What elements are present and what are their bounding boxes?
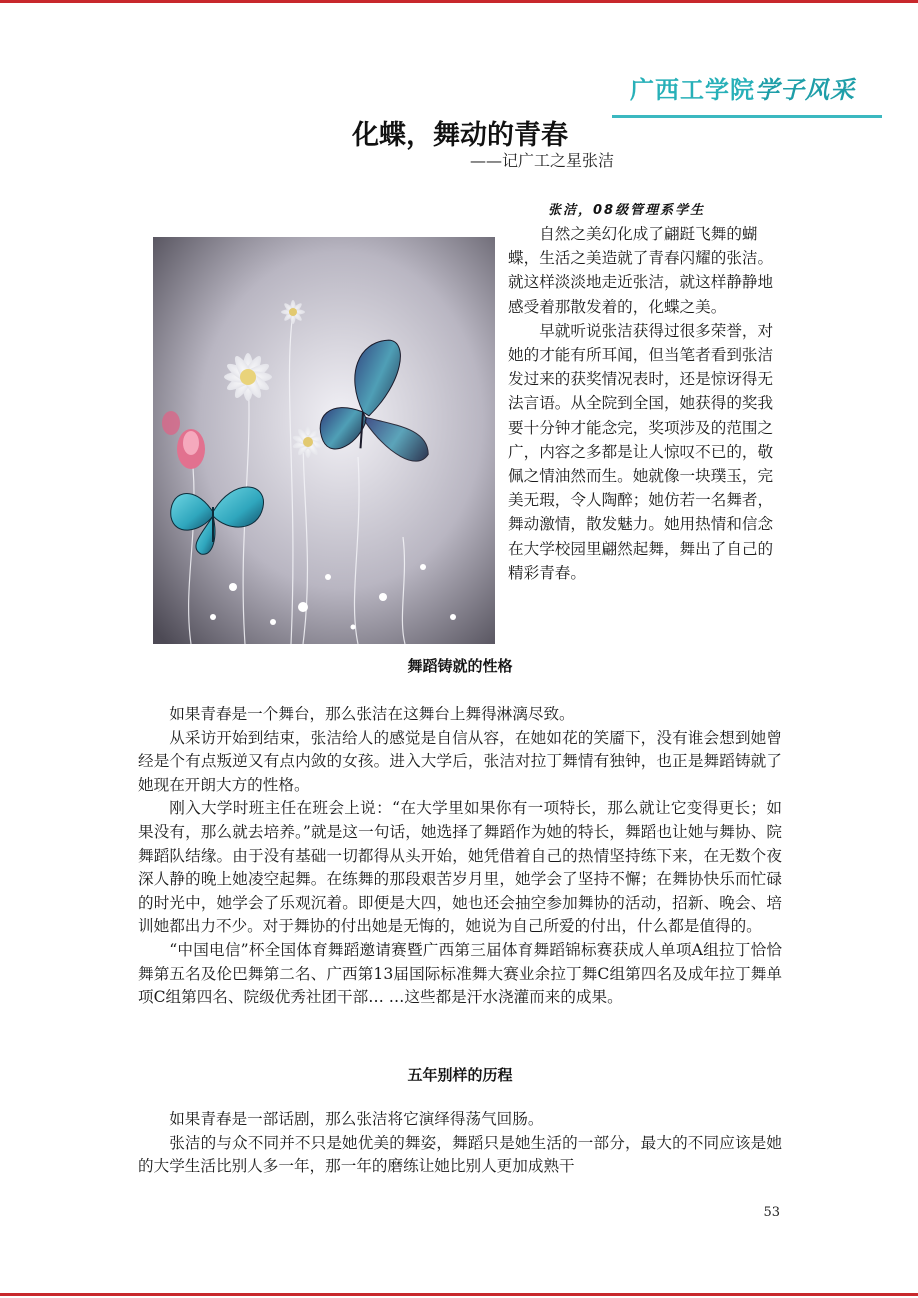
article-byline: 张洁，08级管理系学生 (548, 203, 706, 218)
body-paragraph: 如果青春是一个舞台，那么张洁在这舞台上舞得淋漓尽致。 (169, 705, 575, 723)
intro-paragraph: 早就听说张洁获得过很多荣誉，对她的才能有所耳闻，但当笔者看到张洁发过来的获奖情况表时，还是惊讶得无法言语。从全院到全国，她获得的奖我要十分钟才能念完，奖项涉及的范围之广，内容之多都是让人惊叹不已的，敬佩之情油然而生。她就像一块璞玉，完美无瑕，令人陶醉；她仿若一名舞者，舞动激情，散发魅力。她用热情和信念在大学校园里翩然起舞，舞出了自己的精彩青春。 (508, 321, 774, 582)
body-paragraph: 刚入大学时班主任在班会上说：“在大学里如果你有一项特长，那么就让它变得更长；如果没有，那么就去培养。”就是这一句话，她选择了舞蹈作为她的特长，舞蹈也让她与舞协、院舞蹈队结缘。由于没有基础一切都得从头开始，她凭借着自己的热情坚持练下来，在无数个夜深人静的晚上她凌空起舞。在练舞的那段艰苦岁月里，她学会了坚持不懈；在舞协快乐而忙碌的时光中，她学会了乐观沉着。即便是大四，她也还会抽空参加舞协的活动，招新、晚会、培训她都出力不少。对于舞协的付出她是无悔的，她说为自己所爱的付出，什么都是值得的。 (138, 799, 782, 936)
section-body-character (138, 703, 782, 1010)
masthead-rule (612, 115, 882, 118)
masthead (630, 70, 880, 110)
section-heading-journey: 五年别样的历程 (407, 1066, 513, 1084)
body-paragraph: “中国电信”杯全国体育舞蹈邀请赛暨广西第三届体育舞蹈锦标赛获成人单项A组拉丁恰恰舞第五名及伦巴舞第二名、广西第13届国际标准舞大赛业余拉丁舞C组第四名及成年拉丁舞单项C组第四名、院级优秀社团干部… …这些都是汗水浇灌而来的成果。 (138, 940, 782, 1007)
body-paragraph: 张洁的与众不同并不只是她优美的舞姿，舞蹈只是她生活的一部分，最大的不同应该是她的大学生活比别人多一年，那一年的磨练让她比别人更加成熟干 (138, 1133, 782, 1176)
masthead-column: 学子风采 (755, 76, 855, 104)
bottom-border (0, 1293, 918, 1296)
masthead-school: 广西工学院 (630, 76, 755, 104)
intro-paragraph: 自然之美幻化成了翩跹飞舞的蝴蝶，生活之美造就了青春闪耀的张洁。就这样淡淡地走近张洁，就这样静静地感受着那散发着的，化蝶之美。 (508, 225, 774, 316)
intro-text (508, 222, 784, 585)
body-paragraph: 如果青春是一部话剧，那么张洁将它演绎得荡气回肠。 (169, 1110, 544, 1128)
top-border (0, 0, 918, 3)
section-heading-character: 舞蹈铸就的性格 (407, 657, 513, 675)
section-body-journey (138, 1108, 782, 1179)
article-title: 化蝶，舞动的青春 (352, 120, 568, 151)
article-subtitle: ——记广工之星张洁 (470, 151, 615, 170)
butterfly-illustration-icon (153, 237, 495, 644)
butterfly-illustration (153, 237, 495, 644)
page-number: 53 (763, 1205, 780, 1220)
body-paragraph: 从采访开始到结束，张洁给人的感觉是自信从容，在她如花的笑靥下，没有谁会想到她曾经是个有点叛逆又有点内敛的女孩。进入大学后，张洁对拉丁舞情有独钟，也正是舞蹈铸就了她现在开朗大方的性格。 (138, 728, 782, 794)
